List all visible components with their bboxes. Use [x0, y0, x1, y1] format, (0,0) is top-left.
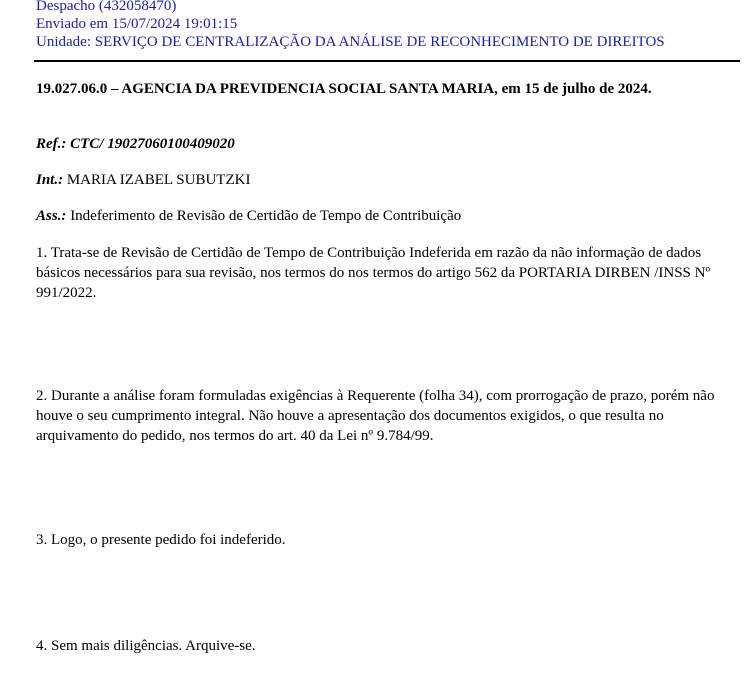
- paragraph-2: 2. Durante a análise foram formuladas exigências à Requerente (folha 34), com prorrogação de prazo, porém não houve o seu cumprimento integral. Não houve a apresentação dos documentos exigidos, o que resulta no arquivamento do pedido, nos termos do art. 40 da Lei nº 9.784/99.: [36, 388, 715, 444]
- agency-line: 19.027.06.0 – AGENCIA DA PREVIDENCIA SOCIAL SANTA MARIA, em 15 de julho de 2024.: [36, 81, 652, 97]
- despacho-id: Despacho (432058470): [36, 0, 177, 14]
- interested-party: [36, 171, 250, 189]
- unit-name: Unidade: SERVIÇO DE CENTRALIZAÇÃO DA ANÁLISE DE RECONHECIMENTO DE DIREITOS: [36, 34, 665, 50]
- interested-label: Int.:: [36, 172, 64, 188]
- reference-line: Ref.: CTC/ 19027060100409020: [36, 136, 235, 152]
- subject-value: Indeferimento de Revisão de Certidão de Tempo de Contribuição: [66, 208, 462, 224]
- paragraph-1: 1. Trata-se de Revisão de Certidão de Tempo de Contribuição Indeferida em razão da não informação de dados básicos necessários para sua revisão, nos termos do nos termos do artigo 562 da PORTARIA DIRBEN /INSS Nº 991/2022.: [36, 245, 711, 301]
- subject-label: Ass.:: [36, 208, 67, 224]
- header-divider: [34, 60, 740, 62]
- interested-value: MARIA IZABEL SUBUTZKI: [63, 172, 251, 188]
- sent-date: Enviado em 15/07/2024 19:01:15: [36, 16, 238, 32]
- paragraph-4: 4. Sem mais diligências. Arquive-se.: [36, 638, 256, 654]
- paragraph-3: 3. Logo, o presente pedido foi indeferido.: [36, 532, 286, 548]
- subject-line: [36, 207, 461, 225]
- document-header: [36, 0, 665, 51]
